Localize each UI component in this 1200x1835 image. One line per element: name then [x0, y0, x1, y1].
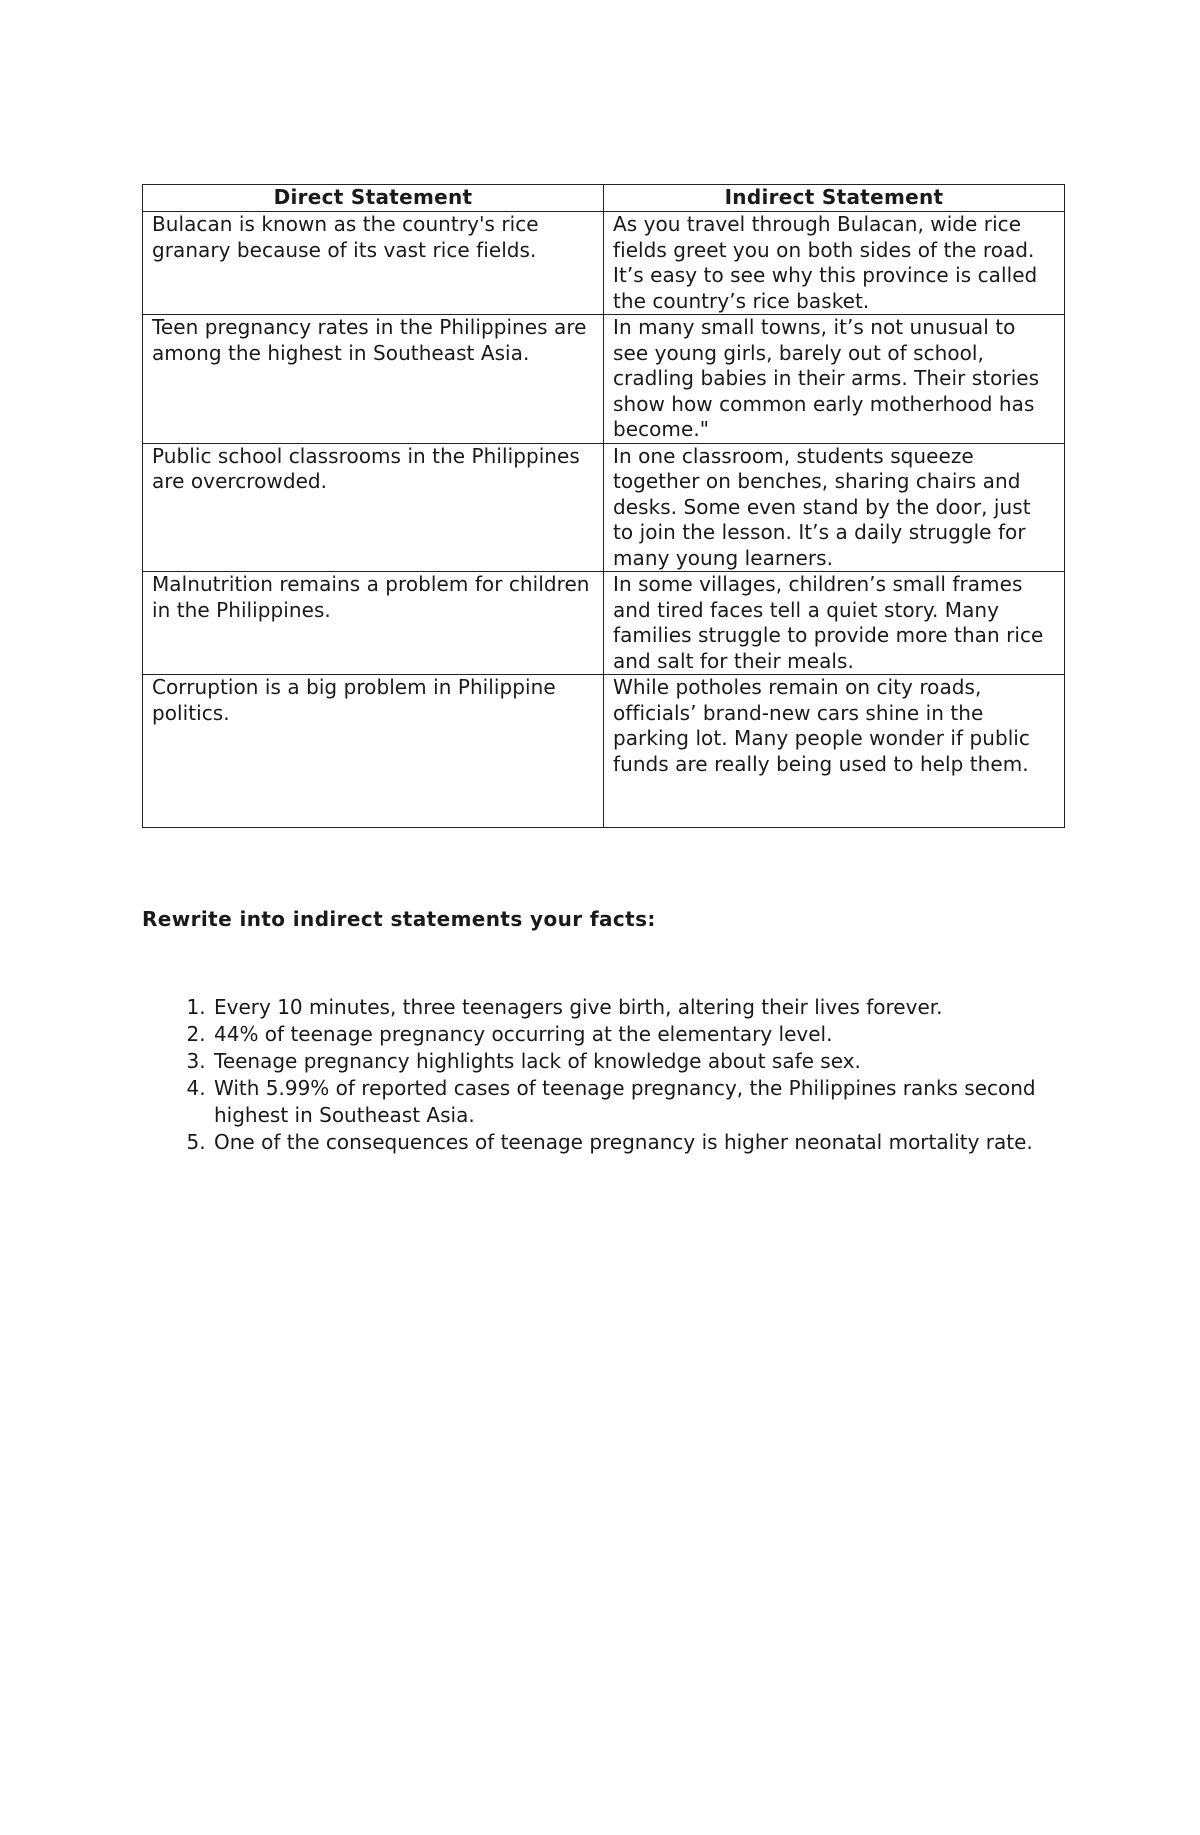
indirect-statement-cell: In some villages, children’s small frames and tired faces tell a quiet story. Many families struggle to provide more than rice and salt for their meals. [604, 572, 1065, 675]
table-row [143, 315, 1065, 444]
direct-statement-cell: Malnutrition remains a problem for children in the Philippines. [143, 572, 604, 675]
table-row [143, 443, 1065, 572]
facts-list [142, 994, 1062, 1156]
table-row [143, 212, 1065, 315]
indirect-statement-cell: In one classroom, students squeeze together on benches, sharing chairs and desks. Some even stand by the door, just to join the lesson. It’s a daily struggle for many young learners. [604, 443, 1065, 572]
indirect-statement-cell: As you travel through Bulacan, wide rice fields greet you on both sides of the road. It’s easy to see why this province is called the country’s rice basket. [604, 212, 1065, 315]
direct-statement-cell: Teen pregnancy rates in the Philippines are among the highest in Southeast Asia. [143, 315, 604, 444]
indirect-statement-cell: In many small towns, it’s not unusual to see young girls, barely out of school, cradling babies in their arms. Their stories show how common early motherhood has become." [604, 315, 1065, 444]
fact-item: 1. Every 10 minutes, three teenagers give birth, altering their lives forever. [212, 994, 1062, 1021]
table-header-row [143, 185, 1065, 212]
direct-statement-header: Direct Statement [143, 185, 604, 212]
fact-item: 3. Teenage pregnancy highlights lack of knowledge about safe sex. [212, 1048, 1062, 1075]
indirect-statement-header: Indirect Statement [604, 185, 1065, 212]
indirect-statement-cell: While potholes remain on city roads, officials’ brand-new cars shine in the parking lot. Many people wonder if public funds are really being used to help them. [604, 675, 1065, 828]
direct-statement-cell: Corruption is a big problem in Philippine politics. [143, 675, 604, 828]
table-row [143, 675, 1065, 828]
table-row [143, 572, 1065, 675]
fact-item: 2. 44% of teenage pregnancy occurring at the elementary level. [212, 1021, 1062, 1048]
fact-item: 4. With 5.99% of reported cases of teenage pregnancy, the Philippines ranks second highest in Southeast Asia. [212, 1075, 1062, 1129]
statements-table [142, 184, 1065, 828]
instruction-heading: Rewrite into indirect statements your facts: [142, 907, 656, 931]
direct-statement-cell: Public school classrooms in the Philippines are overcrowded. [143, 443, 604, 572]
direct-statement-cell: Bulacan is known as the country's rice granary because of its vast rice fields. [143, 212, 604, 315]
fact-item: 5. One of the consequences of teenage pregnancy is higher neonatal mortality rate. [212, 1129, 1062, 1156]
